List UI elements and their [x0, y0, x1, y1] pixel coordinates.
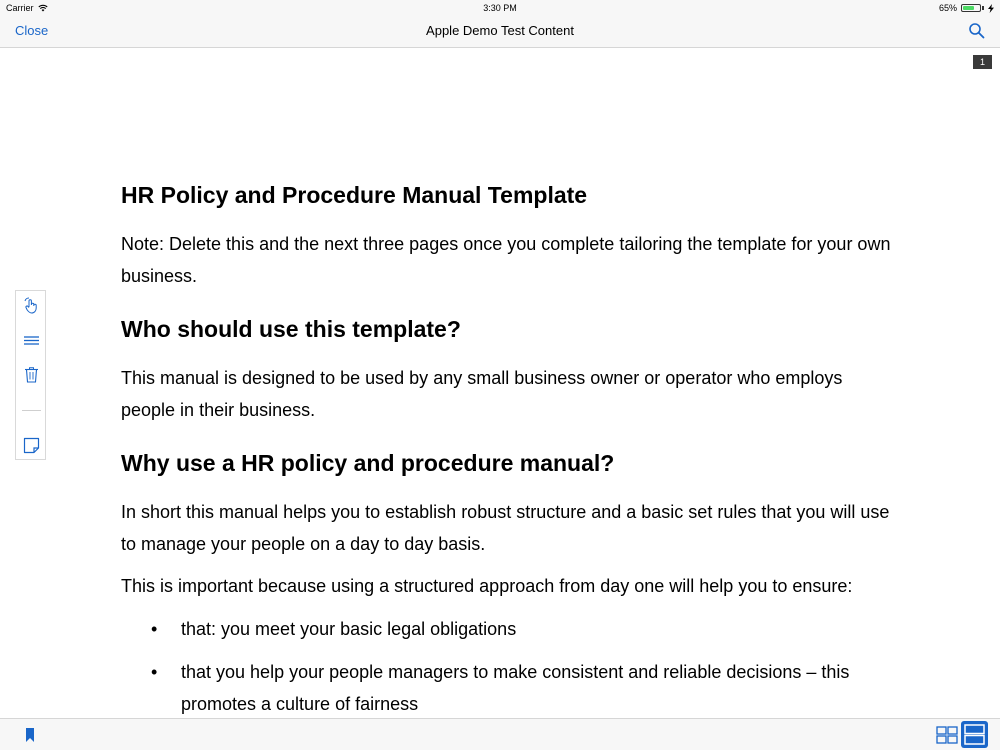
palette-divider: [22, 410, 41, 411]
carrier-label: Carrier: [6, 3, 34, 13]
section-heading-why: Why use a HR policy and procedure manual?: [121, 450, 615, 476]
grid-view-icon[interactable]: [936, 726, 958, 744]
section-heading-who: Who should use this template?: [121, 316, 461, 342]
search-icon[interactable]: [968, 22, 986, 40]
list-item: • that you help your people managers to make consistent and reliable decisions – this promotes a culture of fairness: [121, 656, 901, 720]
status-bar: [0, 0, 1000, 16]
lines-icon[interactable]: [23, 332, 40, 349]
battery-tip: [982, 6, 984, 10]
doc-note: Note: Delete this and the next three pages once you complete tailoring the template for your own business.: [121, 234, 891, 286]
note-icon[interactable]: [23, 437, 40, 454]
bookmark-icon[interactable]: [24, 728, 36, 742]
status-time: 3:30 PM: [483, 3, 517, 13]
battery-percent: 65%: [938, 3, 957, 13]
battery-indicator: [939, 3, 994, 13]
document-page: [121, 178, 901, 720]
hand-pointer-icon[interactable]: [23, 297, 40, 314]
list-item: • that: you meet your basic legal obligations: [121, 613, 901, 645]
doc-title: HR Policy and Procedure Manual Template: [121, 182, 588, 208]
single-page-view-button[interactable]: [961, 721, 988, 748]
section-text-who: This manual is designed to be used by any small business owner or operator who employs people in their business.: [121, 368, 843, 420]
trash-icon[interactable]: [23, 366, 40, 383]
section-text-why: In short this manual helps you to establish robust structure and a basic set rules that you will use to manage your people on a day to day basis.: [121, 502, 890, 554]
page-number-badge: 1: [973, 55, 992, 69]
annotation-tool-palette: [15, 290, 46, 460]
section-text-ensure: This is important because using a structured approach from day one will help you to ensure:: [121, 576, 853, 596]
document-title: Apple Demo Test Content: [426, 23, 574, 38]
charging-bolt-icon: [988, 4, 994, 13]
bottom-toolbar: [0, 718, 1000, 750]
close-button[interactable]: Close: [15, 23, 49, 38]
battery-icon: [961, 4, 981, 12]
single-page-view-icon: [961, 721, 988, 748]
bullet-list: [121, 613, 901, 720]
navigation-bar: [0, 16, 1000, 48]
